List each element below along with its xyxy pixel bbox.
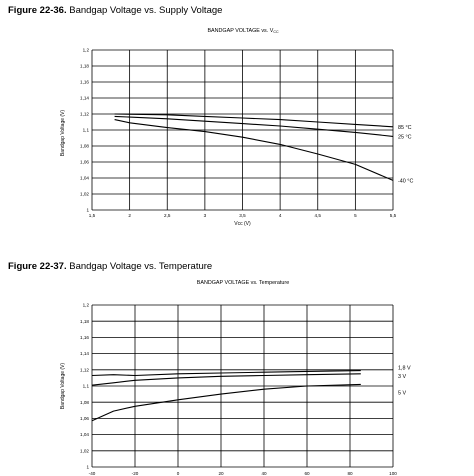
chart-vs-temperature	[0, 274, 474, 476]
y-tick-label: 1,16	[80, 79, 89, 85]
y-tick-label: 1,14	[80, 351, 89, 357]
x-tick-label: 3,5	[239, 213, 246, 218]
y-axis-label: Bandgap Voltage (V)	[60, 362, 66, 410]
y-tick-label: 1,08	[80, 143, 89, 149]
series-label: 25 °C	[398, 134, 412, 141]
x-tick-label: 2,5	[164, 213, 171, 218]
series-label: 3 V	[398, 373, 407, 380]
figure-caption-supply	[8, 5, 222, 16]
x-tick-label: -40	[88, 471, 96, 476]
x-tick-label: 60	[304, 471, 310, 476]
series-line	[115, 120, 393, 181]
x-tick-label: -20	[131, 471, 139, 476]
y-tick-label: 1,1	[82, 383, 89, 389]
x-tick-label: 4,5	[314, 213, 321, 218]
y-tick-label: 1,06	[80, 159, 89, 165]
y-tick-label: 1,08	[80, 399, 89, 405]
y-tick-label: 1,16	[80, 335, 89, 340]
figure-number: Figure 22-37.	[8, 261, 67, 272]
chart-vs-supply-voltage	[0, 18, 474, 244]
x-axis-label: Vcc (V)	[234, 221, 251, 227]
x-tick-label: 80	[347, 471, 353, 476]
y-tick-label: 1,04	[80, 432, 89, 438]
y-tick-label: 1,18	[80, 318, 89, 324]
y-tick-label: 1,1	[82, 127, 89, 133]
series-label: 5 V	[398, 390, 407, 397]
series-label: -40 °C	[398, 178, 414, 185]
x-tick-label: 3	[203, 213, 207, 218]
x-tick-label: 100	[389, 471, 397, 476]
x-tick-label: 5	[354, 213, 357, 218]
y-tick-label: 1,12	[80, 367, 89, 373]
figure-number: Figure 22-36.	[8, 5, 67, 16]
y-tick-label: 1,02	[80, 191, 89, 197]
y-tick-label: 1,12	[80, 111, 89, 117]
y-tick-label: 1	[86, 207, 89, 213]
x-tick-label: 2	[128, 213, 131, 218]
y-tick-label: 1,2	[82, 302, 89, 308]
x-tick-label: 0	[176, 471, 180, 476]
chart-title: BANDGAP VOLTAGE vs. Temperature	[196, 280, 290, 286]
figure-title: Bandgap Voltage vs. Supply Voltage	[69, 5, 223, 16]
figure-title: Bandgap Voltage vs. Temperature	[69, 261, 213, 272]
series-label: 1,8 V	[398, 365, 411, 372]
x-tick-label: 20	[218, 471, 224, 476]
chart-title: BANDGAP VOLTAGE vs. VCC	[207, 28, 279, 34]
y-tick-label: 1,18	[80, 63, 89, 69]
x-tick-label: 5,5	[389, 213, 397, 218]
series-line	[115, 114, 393, 127]
y-tick-label: 1,06	[80, 416, 89, 421]
y-tick-label: 1	[86, 464, 89, 470]
series-label: 85 °C	[398, 124, 412, 131]
x-tick-label: 40	[261, 471, 267, 476]
x-tick-label: 1,5	[88, 213, 96, 218]
y-tick-label: 1,2	[82, 47, 89, 53]
y-axis-label: Bandgap Voltage (V)	[60, 109, 66, 157]
y-tick-label: 1,14	[80, 95, 89, 101]
figure-caption-temperature	[8, 261, 212, 272]
y-tick-label: 1,02	[80, 448, 89, 454]
y-tick-label: 1,04	[80, 175, 89, 181]
x-tick-label: 4	[278, 213, 282, 218]
